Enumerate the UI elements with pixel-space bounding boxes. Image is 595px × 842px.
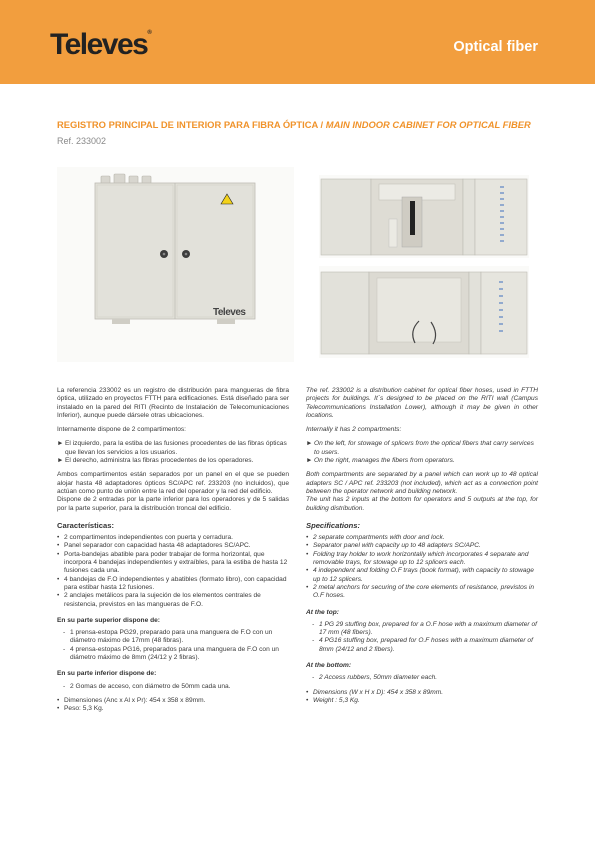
section-title: Optical fiber	[453, 39, 538, 55]
top-heading: At the top:	[306, 608, 339, 616]
intro-paragraph: The ref. 233002 is a distribution cabinet for optical fiber hoses, used in FTTH projects for buildings. It´s designed to be placed on the RITI wall (Campus Telecommunications Installation Lower), although it may be given in other locations.	[306, 387, 538, 419]
cabinet-closed-photo	[57, 167, 294, 362]
list-item: • Separator panel with capacity up to 48 adapters SC/APC.	[306, 542, 481, 550]
list-item: • 2 metal anchors for securing of the core elements of resistance, previstos in O.F hoses.	[306, 583, 534, 600]
list-item: - 2 Gomas de acceso, con diámetro de 50mm cada una.	[63, 682, 231, 690]
list-item: ► El derecho, administra las fibras procedentes de los operadores.	[57, 457, 254, 465]
cabinet-open-interior-photo	[319, 266, 529, 358]
english-description	[306, 387, 538, 711]
specs-heading: Características:	[57, 520, 114, 530]
specs-list	[57, 534, 289, 609]
list-item: • Weight : 5,3 Kg.	[306, 696, 360, 704]
bottom-list	[57, 683, 289, 691]
list-item: - 2 Access rubbers, 50mm diameter each.	[312, 674, 438, 682]
list-item: ► On the left, for stowage of splicers from the optical fibers that carry services to users.	[306, 440, 534, 456]
compartments-intro: Internally it has 2 compartments:	[306, 426, 402, 434]
intro-paragraph: La referencia 233002 es un registro de distribución para mangueras de fibra óptica, utilizado en proyectos FTTH para edificaciones. Está diseñado para ser instalado en la pared del RITI (Recinto de Instalación de Telecomunicaciones Inferior), aunque puede dársele otras ubicaciones.	[57, 387, 289, 419]
compartments-list	[57, 440, 289, 465]
list-item: • Peso: 5,3 Kg.	[57, 705, 104, 713]
inputs-paragraph: The unit has 2 inputs at the bottom for operators and 5 outputs at the top, for building distribution.	[306, 496, 538, 512]
specs-heading: Specifications:	[306, 520, 361, 530]
specs-list	[306, 534, 538, 600]
top-list	[306, 621, 538, 654]
inputs-paragraph: Dispone de 2 entradas por la parte inferior para los operadores y de 5 salidas por la parte superior, para la distribución troncal del edificio.	[57, 496, 289, 512]
panel-paragraph: Ambos compartimentos están separados por un panel en el que se pueden alojar hasta 48 adaptadores ópticos SC/APC ref. 233203 (no incluidos), que actúan como punto de unión entre la red del operador y la red del edificio.	[57, 471, 289, 495]
list-item: • Panel separador con capacidad hasta 48 adaptadores SC/APC.	[57, 542, 251, 550]
dimensions-list	[57, 697, 289, 714]
bottom-heading: At the bottom:	[306, 662, 352, 670]
bottom-list	[306, 674, 538, 682]
list-item: - 1 PG 29 stuffing box, prepared for a O.F hose with a maximum diameter of 17 mm (48 fibers).	[312, 620, 537, 637]
dimensions-list	[306, 689, 538, 706]
panel-paragraph: Both compartments are separated by a panel which can work up to 48 optical adapters SC / APC ref. 233203 (not included), which act as a connection point between the operator network and building network.	[306, 471, 538, 495]
list-item: - 4 PG16 stuffing box, prepared for O.F hoses with a maximum diameter of 8mm (24/12 and 2 fibers).	[312, 637, 533, 653]
list-item: • Dimensions (W x H x D): 454 x 358 x 89mm.	[306, 688, 444, 696]
list-item: • Porta-bandejas abatible para poder trabajar de forma horizontal, que incorpora 4 bandejas independientes y extraíbles, para la estiba de hasta 12 fusiones cada una.	[57, 550, 288, 575]
cabinet-open-tray-photo	[319, 175, 529, 258]
compartments-list	[306, 440, 538, 465]
spanish-description	[57, 387, 289, 720]
list-item: • 4 bandejas de F.O independientes y abatibles (formato libro), con capacidad para estibar hasta 12 fusiones.	[57, 575, 287, 591]
list-item: • 4 independent and folding O.F trays (book format), with capacity to stowage up to 12 splicers.	[306, 567, 534, 583]
header-bar	[0, 0, 595, 84]
list-item: • 2 compartimentos independientes con puerta y cerradura.	[57, 534, 233, 542]
product-title: REGISTRO PRINCIPAL DE INTERIOR PARA FIBRA ÓPTICA / MAIN INDOOR CABINET FOR OPTICAL FIBER	[57, 119, 531, 130]
televes-logo: Televes®	[50, 28, 152, 61]
bottom-heading: En su parte inferior dispone de:	[57, 670, 157, 678]
list-item: • 2 separate compartments with door and lock.	[306, 534, 445, 542]
list-item: - 1 prensa-estopa PG29, preparado para una manguera de F.O con un diámetro máximo de 17mm (48 fibras).	[63, 629, 273, 645]
cabinet-logo: Televes	[213, 307, 246, 318]
list-item: ► On the right, manages the fibers from operators.	[306, 457, 455, 465]
product-ref: Ref. 233002	[57, 136, 107, 146]
list-item: ► El izquierdo, para la estiba de las fusiones procedentes de las fibras ópticas que llevan los servicios a los usuarios.	[57, 440, 287, 456]
top-heading: En su parte superior dispone de:	[57, 616, 160, 624]
list-item: • Folding tray holder to work horizontally which incorporates 4 separate and removable trays, for stowage up to 12 splicers each.	[306, 550, 529, 567]
top-list	[57, 629, 289, 662]
list-item: - 4 prensa-estopas PG16, preparados para una manguera de F.O con un diámetro máximo de 8mm (24/12 y 2 fibras).	[63, 645, 279, 662]
list-item: • Dimensiones (Anc x Al x Pr): 454 x 358 x 89mm.	[57, 696, 206, 704]
compartments-intro: Internamente dispone de 2 compartimentos:	[57, 426, 187, 434]
list-item: • 2 anclajes metálicos para la sujeción de los elementos centrales de resistencia, previstos en las mangueras de F.O.	[57, 592, 261, 608]
